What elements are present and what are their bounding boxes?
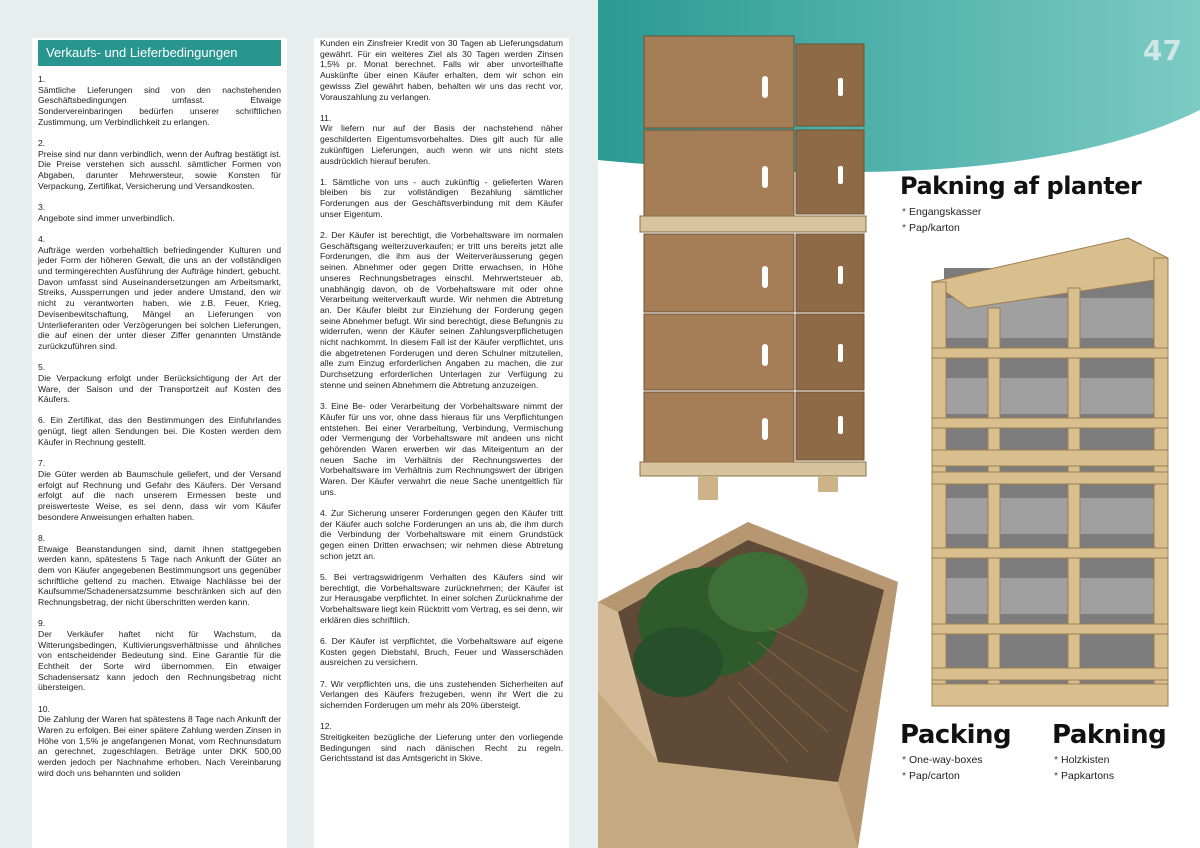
paragraph-number: 8. bbox=[38, 532, 46, 543]
paragraph-text: Wir liefern nur auf der Basis der nachstehend näher geschilderten Eigentumsvorbehaltes. Dies gilt auch für alle zukünftigen Lieferungen, auch wenn wir uns nicht stets ausdrücklich hierauf berufen. bbox=[320, 123, 563, 166]
paragraph-text: Angebote sind immer unverbindlich. bbox=[38, 212, 175, 223]
paragraph-number: 11. bbox=[320, 112, 332, 123]
terms-paragraph bbox=[38, 74, 281, 128]
paragraph-text: 3. Eine Be- oder Verarbeitung der Vorbehaltsware nimmt der Käufer für uns vor, ohne dass hieraus für uns Verpflichtungen entstehen. Bei einer Verarbeitung, Verbindung, Vermischung oder Vermengung der Vorbehaltsware mit andeen uns nicht gehörenden Waren erwerben wir das Miteigentum an der neuen Sache im Verhältnis der Rechnungswertes der Vorbehaltsware im Verhältnis zum Rechnungswert der übrigen Waren. Der Käufer verwahrt die neue Sache unentgeltlich für uns. bbox=[320, 401, 563, 497]
danish-list bbox=[902, 204, 981, 236]
list-item: * Pap/carton bbox=[902, 768, 983, 784]
terms-paragraph bbox=[38, 202, 281, 223]
paragraph-text: 7. Wir verpflichten uns, die uns zustehenden Sicherheiten auf Verlangen des Käufers frezugeben, wenn ihr Wert die zu sichernden Forderugen um mehr als 20% übersteigt. bbox=[320, 678, 563, 710]
paragraph-number: 4. bbox=[38, 233, 46, 244]
terms-paragraph bbox=[320, 721, 563, 764]
terms-paragraph bbox=[320, 177, 563, 220]
paragraph-text: 5. Bei vertragswidrigenm Verhalten des Käufers sind wir berechtigt, die Vorbehaltsware zurücknehmen; der Käufer ist zur Herausgabe verpflichtet. In einer solchen Zurücknahme der Vorbehaltsware liegt kein Rücktritt vom Vertrag, es sei denn, wir erklären dies schriftlich. bbox=[320, 571, 563, 625]
terms-paragraph bbox=[38, 533, 281, 608]
paragraph-text: 2. Der Käufer ist berechtigt, die Vorbehaltsware im normalen Geschäftsgang weiterzuverkaufen; er tritt uns bereits jetzt alle Forderungen, die ihm aus der Weiterveräusserung gegen seinen. Abnehmer oder gegen Dritte erwachsen, in Höhe unseres Rechnungsbetrages einschl. Mehrwertsteuer ab, unabhängig davon, ob de Vorbehaltsware mit oder ohne Verarbeitung weiterverkauft wurde. Wir nehmen die Abtretung an. Der Käufer bleibt zur Einziehung der Forderung gegen seine Abnehmer befugt. Wir sind berechtigt, diese Befungnis zu widerrufen, wenn der Käufer seinen Zahlungsverpflichetugen nicht nachkommt. In diesem Fall ist der Käufer verpflichtet, uns die abgetretenen Forderugen und deren Schulner mitzuteilen, alle zum Einzug erforderlichen Angaben zu machen, die zur Durchsetzung erforderlichen Unterlagen zur Verfügung zu stenne und seinen Abnehmern die Abtretung anzuzeigen. bbox=[320, 230, 563, 390]
seedling-box-photo bbox=[598, 512, 898, 848]
terms-page bbox=[0, 0, 598, 848]
paragraph-number: 9. bbox=[38, 618, 46, 629]
paragraph-number: 2. bbox=[38, 138, 46, 149]
terms-column-1 bbox=[32, 38, 287, 848]
paragraph-text: Sämtliche Lieferungen sind von den nachstehenden Geschäftsbedingungen umfasst. Etwaige Sondervereinbaringen bedürfen unserer schriftlichen Zustimmung, um Verbindlichkeit zu erlangen. bbox=[38, 84, 281, 127]
norwegian-title: Pakning bbox=[1052, 720, 1167, 750]
list-item: * Engangskasser bbox=[902, 204, 981, 220]
terms-paragraph bbox=[320, 230, 563, 391]
paragraph-text: Die Zahlung der Waren hat spätestens 8 Tage nach Ankunft der Waren zu erfolgen. Bei einer spätere Zahlung werden Zinsen in Höhe von 1,5% je angefangenen Monat, vom Rechnunsdatum an gerechnet, zugeschlagen. Beträge unter DKK 500,00 werden jedoch per Nachnahme erhoben. Nach Vereinbarung wird doch uns behannten und soliden bbox=[38, 714, 281, 778]
terms-paragraph bbox=[320, 572, 563, 626]
paragraph-text: Der Verkäufer haftet nicht für Wachstum, da Witterungsbedingen, Kultivierungsverhältnisse und ähnliches von entscheidender Bedeutung sind. Eine Garantie für die Echtheit der Sorte wird übernommen. Ein etwaiger Schadensersatz kann jedoch den Rechnungsbetrag nicht übersteigen. bbox=[38, 628, 281, 693]
terms-paragraph bbox=[320, 401, 563, 497]
paragraph-text: Streitigkeiten bezügliche der Lieferung unter den vorliegende Bedingungen sind nach dänischen Recht zu regeln. Gerichtsstand ist das Amtsgericht in Skive. bbox=[320, 731, 563, 764]
paragraph-number: 1. bbox=[38, 74, 46, 84]
terms-paragraph bbox=[38, 704, 281, 779]
paragraph-text: 4. Zur Sicherung unserer Forderungen gegen den Käufer tritt der Käufer auch solche Forderungen an uns ab, die ihm durch die Verbindung der Vorbehaltsware mit einem Grundstück gegen einen Dritten erwachsen; wir nehmen diese Abtretung schon jetzt an. bbox=[320, 507, 563, 561]
list-item: * One-way-boxes bbox=[902, 752, 983, 768]
page-number: 47 bbox=[1143, 34, 1182, 67]
paragraph-text: 1. Sämtliche von uns - auch zukünftig - gelieferten Waren bleiben bis zur vollständigen Bezahlung sämtlicher Forderungen aus der Geschäftsverbindung mit dem Käufer unser Eigentum. bbox=[320, 176, 563, 219]
terms-paragraph bbox=[320, 38, 563, 102]
paragraph-text: Etwaige Beanstandungen sind, damit ihnen stattgegeben werden kann, spätestens 5 Tage nach Ankunft der Güter an dem von Käufer angegebenen Bestimmungsort uns gegenüber schriftliche geltend zu machen. Etwaige Nachlässe bei der Kaufsumme/Schadenersatzsumme beschränken sich auf den Rechnungsbetrag, der nicht überschritten werden kann. bbox=[38, 543, 281, 608]
list-item: * Papkartons bbox=[1054, 768, 1114, 784]
norwegian-list bbox=[1054, 752, 1114, 784]
terms-paragraph bbox=[38, 618, 281, 693]
terms-paragraph bbox=[38, 362, 281, 405]
terms-paragraph bbox=[320, 636, 563, 668]
paragraph-text: Die Verpackung erfolgt under Berücksichtigung der Art der Ware, der Saison und der Transportzeit auf Kosten des Käufers. bbox=[38, 372, 281, 405]
terms-paragraph bbox=[38, 138, 281, 192]
list-item: * Holzkisten bbox=[1054, 752, 1114, 768]
paragraph-number: 12. bbox=[320, 721, 332, 732]
english-title: Packing bbox=[900, 720, 1012, 750]
paragraph-text: Aufträge werden vorbehaltlich befriedingender Kulturen und jeder Form der höheren Gewalt, die uns an der vollständigen und termingerechten Ausführung der Aufträge hindert, gebucht. Davon umfasst sind Auseinandersetzungen am Arbeitsmarkt, Streiks, Aussperrungen und jeder andere Umstand, den wir nicht zu verantworten haben, wie z.B. Feuer, Krieg, Devisenbewitschaftung, Mängel an Lieferungen von Unterlieferanten oder Verzögerungen bei solchen Lieferungen, die auf einen der unter dieser Ziffer genannten Umstände zurückzuführen sind. bbox=[38, 244, 281, 351]
terms-header: Verkaufs- und Lieferbedingungen bbox=[38, 40, 281, 66]
paragraph-text: Preise sind nur dann verbindlich, wenn der Auftrag bestätigt ist. Die Preise verstehen sich ausschl. sämtlicher Formen von Abgaben, darunter Mehrwersteur, sowie Konsten für Verpackung, Zertifikat, Versicherung und Versandkosten. bbox=[38, 148, 281, 191]
list-item: * Pap/karton bbox=[902, 220, 981, 236]
terms-paragraph bbox=[38, 234, 281, 352]
paragraph-number: 5. bbox=[38, 362, 46, 373]
paragraph-text: 6. Der Käufer ist verpflichtet, die Vorbehaltsware auf eigene Kosten gegen Diebstahl, Bruch, Feuer und Wasserschäden ausreichen zu versichern. bbox=[320, 635, 563, 668]
stacked-boxes-photo bbox=[638, 18, 870, 502]
paragraph-number: 3. bbox=[38, 202, 46, 213]
paragraph-number: 7. bbox=[38, 458, 46, 469]
paragraph-text: 6. Ein Zertifikat, das den Bestimmungen des Einfuhrlandes genügt, liegt allen Sendungen bei. Die Kosten werden dem Käufer in Rechnung gestellt. bbox=[38, 415, 281, 447]
danish-title: Pakning af planter bbox=[900, 172, 1142, 200]
paragraph-number: 10. bbox=[38, 703, 50, 714]
paragraph-text: Die Güter werden ab Baumschule geliefert, und der Versand erfolgt auf Rechnung und Gefahr des Käufers. Der Versand erfolgt auf die nach unserem Ermessen beste und preiswerteste Weise, es sei denn, dass wir vom Käufer besondere Anweisungen erhalten haben. bbox=[38, 468, 281, 522]
paragraph-text: Kunden ein Zinsfreier Kredit von 30 Tagen ab Lieferungsdatum gewährt. Für ein weiteres Ziel als 30 Tagen werden Zinsen 1,5% pr. Monat berechnet. Falls wir aber unvorteilhafte Auskünfte über einen Käufer erhalten, dem wir schon ein gewisss Ziel gewährt haben, behalten wir uns das recht vor, Vorauszahlung zu verlangen. bbox=[320, 38, 563, 102]
terms-paragraph bbox=[38, 458, 281, 522]
english-list bbox=[902, 752, 983, 784]
terms-column-2 bbox=[314, 38, 569, 848]
terms-paragraph bbox=[320, 679, 563, 711]
terms-paragraph bbox=[38, 415, 281, 447]
terms-paragraph bbox=[320, 113, 563, 167]
wooden-crate-photo bbox=[928, 228, 1172, 710]
terms-paragraph bbox=[320, 508, 563, 562]
packing-page bbox=[598, 0, 1200, 848]
